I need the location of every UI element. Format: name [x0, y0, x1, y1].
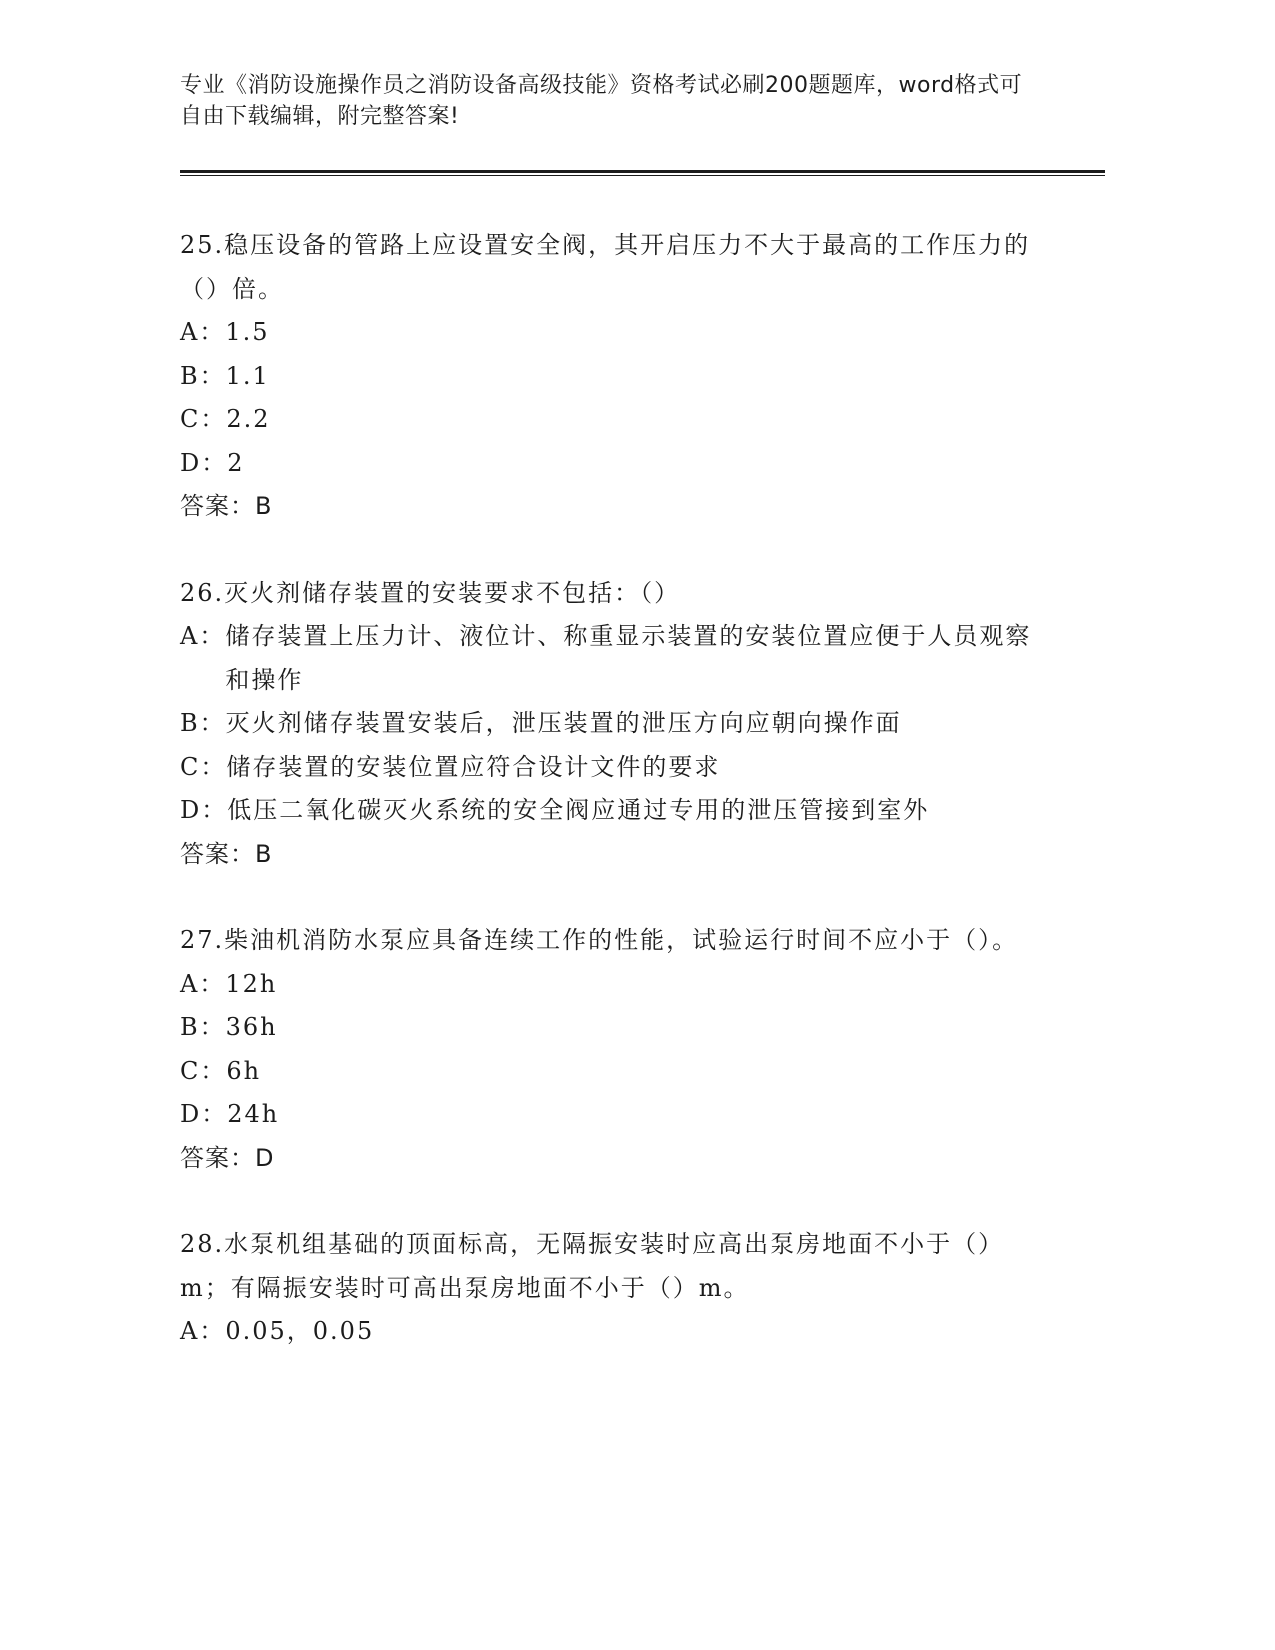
option-letter: D： [180, 448, 228, 477]
question-text: 28.水泵机组基础的顶面标高，无隔振安装时应高出泵房地面不小于（）m；有隔振安装时可高出泵房地面不小于（）m。 [180, 1230, 1005, 1302]
option-b [180, 702, 1040, 746]
option-c [180, 398, 1040, 442]
option-a [180, 963, 1040, 1007]
option-text: 低压二氧化碳灭火系统的安全阀应通过专用的泄压管接到室外 [227, 796, 930, 824]
option-letter: A： [180, 318, 226, 346]
option-d [180, 789, 1040, 833]
question-28 [180, 1223, 1040, 1354]
option-text: 6h [226, 1056, 262, 1085]
option-text: 2 [227, 448, 245, 477]
option-text: 储存装置的安装位置应符合设计文件的要求 [226, 752, 721, 781]
option-a [180, 311, 1040, 355]
option-text: 24h [227, 1100, 280, 1128]
option-letter: D： [180, 796, 228, 824]
option-b [180, 355, 1040, 399]
option-a [180, 1310, 1040, 1354]
option-text: 储存装置上压力计、液位计、称重显示装置的安装位置应便于人员观察和操作 [225, 622, 1032, 694]
question-text: 26.灭火剂储存装置的安装要求不包括：（） [180, 578, 681, 607]
option-letter: B： [180, 709, 226, 737]
option-text: 36h [225, 1013, 278, 1041]
question-list [180, 224, 1040, 1354]
option-text: 2.2 [226, 405, 271, 433]
document-header [180, 70, 1040, 132]
option-letter: C： [180, 1056, 227, 1085]
option-letter: C： [180, 752, 227, 781]
option-letter: A： [180, 969, 226, 998]
option-letter: B： [180, 1013, 226, 1041]
answer-line: 答案：B [180, 492, 273, 520]
option-text: 1.5 [225, 318, 270, 346]
option-d [180, 1093, 1040, 1137]
option-text: 0.05，0.05 [225, 1317, 375, 1345]
option-text: 12h [225, 969, 278, 998]
option-text: 灭火剂储存装置安装后，泄压装置的泄压方向应朝向操作面 [225, 709, 902, 737]
option-c [180, 746, 1040, 790]
option-letter: C： [180, 405, 227, 433]
answer-line: 答案：B [180, 839, 273, 868]
option-c [180, 1050, 1040, 1094]
question-text: 27.柴油机消防水泵应具备连续工作的性能，试验运行时间不应小于（）。 [180, 926, 1019, 954]
answer-line: 答案：D [180, 1143, 275, 1172]
header-intro-text: 专业《消防设施操作员之消防设备高级技能》资格考试必刷200题题库，word格式可自由下载编辑，附完整答案! [180, 73, 1023, 129]
header-divider-thin [180, 175, 1105, 176]
option-letter: D： [180, 1100, 228, 1128]
question-25 [180, 224, 1040, 529]
option-a [180, 615, 1040, 702]
question-text: 25.稳压设备的管路上应设置安全阀，其开启压力不大于最高的工作压力的（）倍。 [180, 231, 1031, 303]
option-d [180, 442, 1040, 486]
option-letter: A： [180, 622, 226, 650]
header-divider-thick [180, 170, 1105, 173]
question-26 [180, 572, 1040, 877]
question-27 [180, 919, 1040, 1180]
option-letter: B： [180, 361, 226, 390]
option-text: 1.1 [225, 361, 270, 390]
option-b [180, 1006, 1040, 1050]
option-letter: A： [180, 1317, 226, 1345]
